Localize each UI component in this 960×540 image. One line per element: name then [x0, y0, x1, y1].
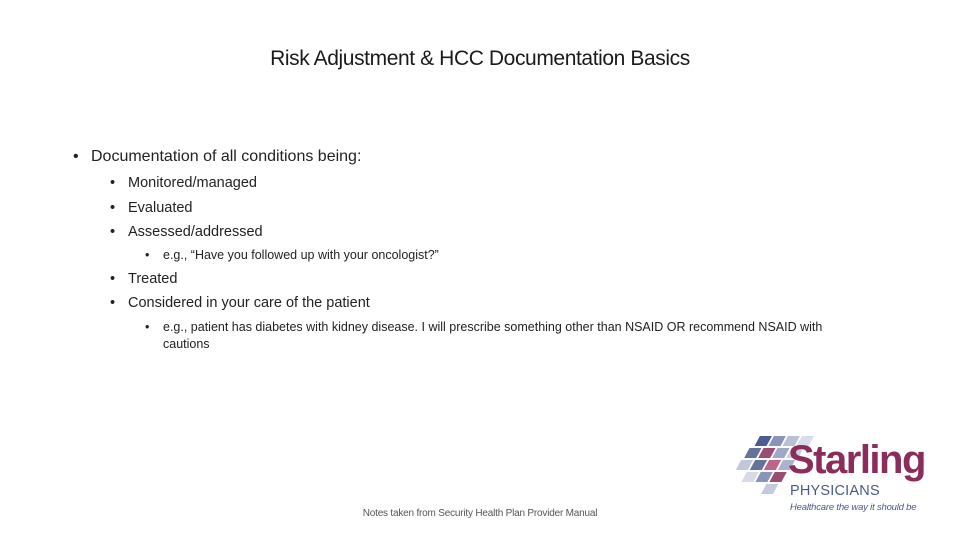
bullet-item — [145, 319, 863, 353]
bullet-text: Assessed/addressed — [128, 224, 263, 240]
bullet-dot: • — [110, 295, 116, 311]
bullet-dot: • — [73, 148, 79, 165]
bullet-dot: • — [110, 200, 116, 216]
bullet-item — [145, 248, 439, 262]
logo-tagline: Healthcare the way it should be — [790, 502, 917, 513]
starling-physicians-logo — [726, 430, 931, 520]
bullet-item — [110, 200, 193, 216]
bullet-item — [110, 271, 178, 287]
bullet-dot: • — [110, 224, 116, 240]
bullet-dot: • — [145, 320, 150, 334]
bullet-text: Considered in your care of the patient — [128, 295, 370, 311]
bullet-item — [110, 295, 370, 311]
bullet-text: Treated — [128, 271, 178, 287]
bullet-text: Monitored/managed — [128, 175, 257, 191]
logo-name: Starling — [788, 438, 925, 482]
bullet-dot: • — [145, 248, 150, 262]
bullet-dot: • — [110, 271, 116, 287]
bullet-item — [73, 148, 362, 166]
bullet-text: e.g., patient has diabetes with kidney disease. I will prescribe something other than NSAID OR recommend NSAID with cautions — [163, 320, 823, 351]
logo-subtitle: PHYSICIANS — [790, 483, 880, 499]
slide-title: Risk Adjustment & HCC Documentation Basics — [270, 47, 690, 70]
bullet-dot: • — [110, 175, 116, 191]
source-note: Notes taken from Security Health Plan Provider Manual — [362, 508, 598, 519]
bullet-item — [110, 175, 257, 191]
bullet-text: Documentation of all conditions being: — [91, 148, 362, 165]
bullet-text: e.g., “Have you followed up with your oncologist?” — [163, 248, 439, 262]
bullet-item — [110, 224, 263, 240]
bullet-text: Evaluated — [128, 200, 193, 216]
